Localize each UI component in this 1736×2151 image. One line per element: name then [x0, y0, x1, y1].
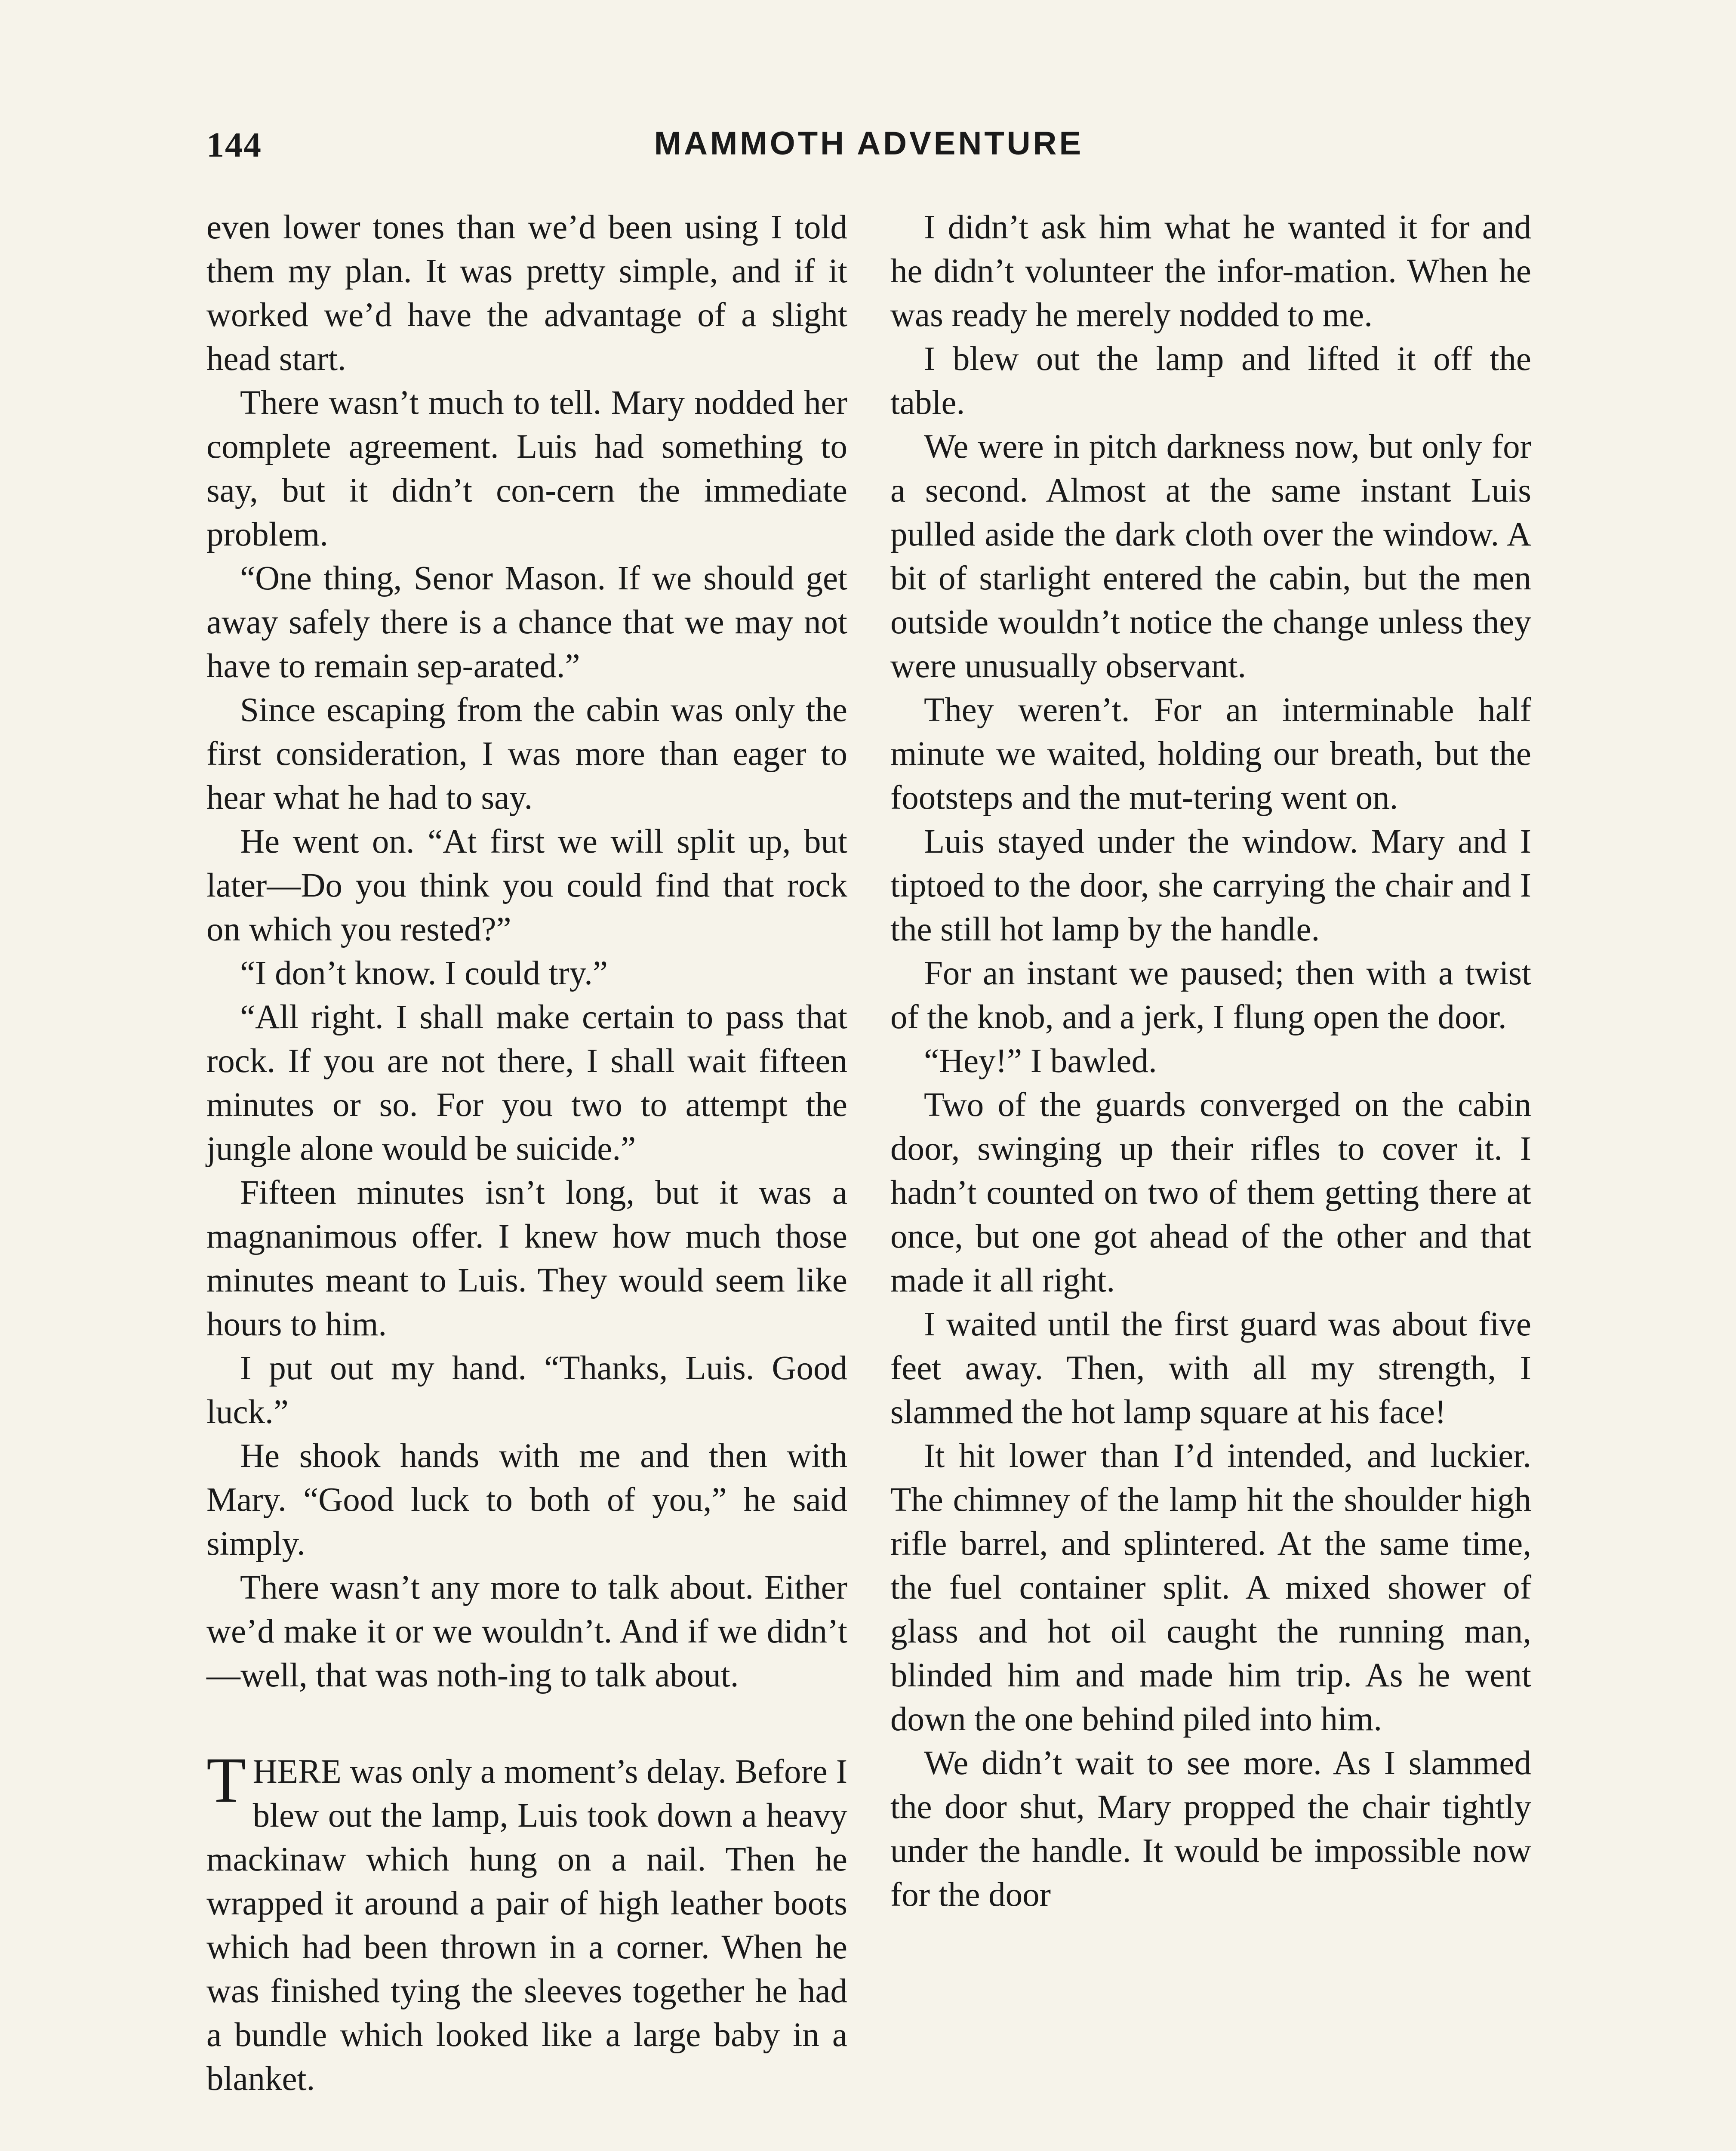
right-column [890, 206, 1531, 1917]
paragraph: “I don’t know. I could try.” [240, 955, 608, 992]
paragraph: “One thing, Senor Mason. If we should get away safely there is a chance that we may not have to remain sep-arated.” [206, 560, 847, 685]
paragraph: Luis stayed under the window. Mary and I tiptoed to the door, she carrying the chair and I the still hot lamp by the handle. [890, 823, 1531, 948]
paragraph: I didn’t ask him what he wanted it for and he didn’t volunteer the infor-mation. When he was ready he merely nodded to me. [890, 209, 1531, 334]
paragraph: Fifteen minutes isn’t long, but it was a magnanimous offer. I knew how much those minutes meant to Luis. They would seem like hours to him. [206, 1174, 847, 1343]
paragraph: He shook hands with me and then with Mary. “Good luck to both of you,” he said simply. [206, 1437, 847, 1562]
paragraph: even lower tones than we’d been using I told them my plan. It was pretty simple, and if it worked we’d have the advantage of a slight head start. [206, 209, 847, 378]
paragraph: There wasn’t any more to talk about. Either we’d make it or we wouldn’t. And if we didn’t—well, that was noth-ing to talk about. [206, 1569, 847, 1694]
paragraph: “Hey!” I bawled. [924, 1042, 1157, 1080]
paragraph: For an instant we paused; then with a twist of the knob, and a jerk, I flung open the door. [890, 955, 1531, 1036]
paragraph: I blew out the lamp and lifted it off the table. [890, 340, 1531, 422]
drop-cap: T [206, 1744, 246, 1816]
section-first-line: HERE was only a moment’s delay. [252, 1753, 726, 1790]
section-body: Before I blew out the lamp, Luis took down a heavy mackinaw which hung on a nail. Then he wrapped it around a pair of high leather boots which had been thrown in a corner. When he was finished tying the sleeves together he had a bundle which looked like a large baby in a blanket. [206, 1753, 847, 2098]
paragraph: Two of the guards converged on the cabin door, swinging up their rifles to cover it. I hadn’t counted on two of them getting there at once, but one got ahead of the other and that made it all right. [890, 1086, 1531, 1299]
paragraph: They weren’t. For an interminable half minute we waited, holding our breath, but the footsteps and the mut-tering went on. [890, 691, 1531, 817]
paragraph: “All right. I shall make certain to pass that rock. If you are not there, I shall wait fifteen minutes or so. For you two to attempt the jungle alone would be suicide.” [206, 998, 847, 1168]
paragraph: I put out my hand. “Thanks, Luis. Good luck.” [206, 1350, 847, 1431]
paragraph: Since escaping from the cabin was only the first consideration, I was more than eager to hear what he had to say. [206, 691, 847, 817]
paragraph: I waited until the first guard was about five feet away. Then, with all my strength, I slammed the hot lamp square at his face! [890, 1306, 1531, 1431]
page-header [206, 125, 1531, 172]
left-column [206, 206, 847, 2101]
paragraph: It hit lower than I’d intended, and luckier. The chimney of the lamp hit the shoulder high rifle barrel, and splintered. At the same time, the fuel container split. A mixed shower of glass and hot oil caught the running man, blinded him and made him trip. As he went down the one behind piled into him. [890, 1437, 1531, 1738]
page-number: 144 [206, 125, 262, 164]
section-opening-paragraph [206, 1744, 847, 2101]
paragraph: There wasn’t much to tell. Mary nodded her complete agreement. Luis had something to say, but it didn’t con-cern the immediate problem. [206, 384, 847, 553]
paragraph: We didn’t wait to see more. As I slammed the door shut, Mary propped the chair tightly under the handle. It would be impossible now for the door [890, 1744, 1531, 1914]
paragraph: We were in pitch darkness now, but only for a second. Almost at the same instant Luis pulled aside the dark cloth over the window. A bit of starlight entered the cabin, but the men outside wouldn’t notice the change unless they were unusually observant. [890, 428, 1531, 685]
running-title: MAMMOTH ADVENTURE [654, 125, 1084, 162]
paragraph: He went on. “At first we will split up, but later—Do you think you could find that rock on which you rested?” [206, 823, 847, 948]
